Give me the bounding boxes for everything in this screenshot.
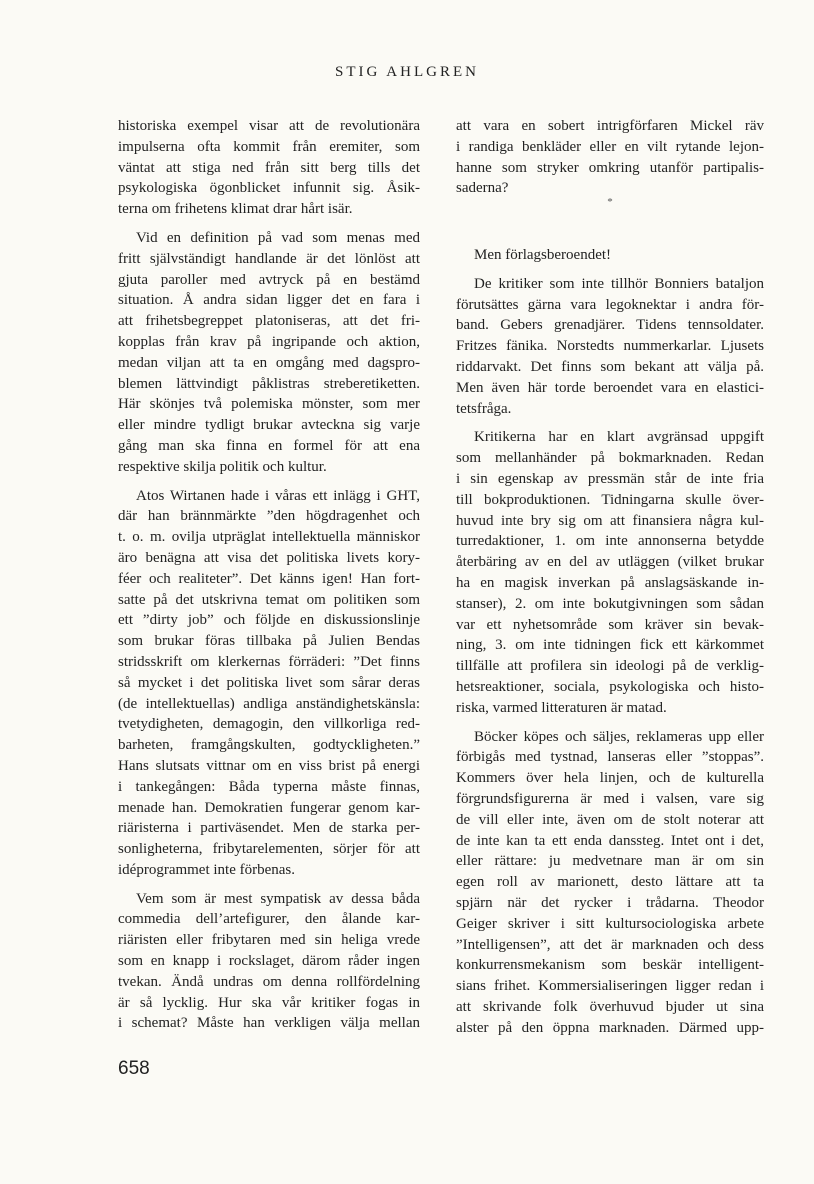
text-line: förgrundsfigurerna är med i valsen, vare sig — [456, 790, 764, 807]
right-column — [456, 245, 764, 1046]
text-line: sians frihet. Kommersialiseringen ligger redan i — [456, 978, 764, 995]
text-line: impulserna ofta kommit från eremiter, som — [118, 138, 420, 155]
page-number: 658 — [118, 1058, 150, 1079]
text-line: blemen lättvindigt påklistras streberetiketten. — [118, 375, 420, 392]
paragraph — [456, 116, 764, 199]
text-line: konkurrensmekanism som beskär intelligent- — [456, 957, 764, 974]
text-line: eller mindre tydligt brukar avteckna sig varje — [118, 417, 420, 434]
paragraph — [456, 427, 764, 718]
text-line: till bokproduktionen. Tidningarna skulle över- — [456, 491, 764, 508]
text-line: alster på den öppna marknaden. Därmed upp- — [456, 1019, 764, 1036]
text-line: stridsskrift om klerkernas förräderi: ”Det finns — [118, 653, 420, 670]
text-line: så mycket i det politiska livet som sårar deras — [118, 674, 420, 691]
text-line: huvud inte bry sig om att finansiera några kul- — [456, 512, 764, 529]
section-separator-asterisk: * — [607, 196, 613, 208]
text-line: tetsfråga. — [456, 400, 512, 417]
text-line: riäristerna i partiväsendet. Men de starka per- — [118, 820, 420, 837]
text-line: menade han. Demokratien fungerar genom kar- — [118, 799, 420, 816]
text-line: t. o. m. ovilja utpräglat intellektuella människor — [118, 529, 420, 546]
text-line: att vara en sobert intrigförfaren Mickel räv — [456, 118, 764, 134]
text-line: ett ”dirty job” och följde en diskussionslinje — [118, 612, 420, 629]
text-line: Men även här torde beroendet vara en elastici- — [456, 379, 764, 396]
text-line: i tankegången: Båda typerna måste finnas, — [118, 778, 420, 795]
text-line: riddarvakt. Det finns som bekant att välja på. — [456, 358, 764, 375]
text-line: de inte kan ta ett enda danssteg. Intet ont i det, — [456, 832, 764, 849]
text-line: Men förlagsberoendet! — [474, 247, 612, 263]
text-line: psykologiska ögonblicket infunnit sig. Åsik- — [118, 180, 420, 197]
text-line: Kritikerna har en klart avgränsad uppgift — [474, 429, 764, 446]
text-line: som brukar föras tillbaka på Julien Bendas — [118, 633, 420, 650]
right-column-top — [456, 116, 764, 207]
paragraph — [118, 116, 420, 220]
text-line: Vem som är mest sympatisk av dessa båda — [136, 890, 420, 907]
text-line: turredaktioner, 1. om inte annonserna betydde — [456, 533, 764, 550]
text-line: var ett nyhetsområde som kräver sin bevak- — [456, 616, 764, 633]
text-line: återbäring av en del av utläggen (vilket brukar — [456, 554, 764, 571]
text-line: idéprogrammet inte förbenas. — [118, 861, 296, 878]
text-line: Atos Wirtanen hade i våras ett inlägg i GHT, — [136, 487, 420, 504]
text-line: hetsreaktioner, sociala, psykologiska och histo- — [456, 678, 764, 695]
text-line: riäristen eller fribytaren med sin heliga vrede — [118, 932, 420, 949]
text-line: ”Intelligensen”, att det är marknaden och dess — [456, 936, 764, 953]
text-line: Vid en definition på vad som menas med — [136, 229, 420, 246]
text-line: sonligheterna, fribytarelementen, sörjer för att — [118, 841, 420, 858]
text-line: egen roll av marionett, desto lättare att ta — [456, 874, 764, 891]
text-line: i schemat? Måste han verkligen välja mellan — [118, 1015, 420, 1032]
text-line: situation. Å andra sidan ligger det en fara i — [118, 292, 420, 309]
text-line: stanser), 2. om inte bokutgivningen som sådan — [456, 595, 764, 612]
text-line: Här skönjes två polemiska mönster, som mer — [118, 396, 420, 413]
paragraph — [456, 274, 764, 420]
text-line: gång man ska finna en formel för att ena — [118, 437, 420, 454]
text-line: Böcker köpes och säljes, reklameras upp eller — [474, 728, 764, 745]
text-line: kopplas från krav på ingripande och aktion, — [118, 333, 420, 350]
paragraph — [118, 486, 420, 881]
text-line: commedia dell’artefigurer, den ålande kar- — [118, 911, 420, 928]
text-line: Geiger skriver i sitt kultursociologiska arbete — [456, 915, 764, 932]
text-line: de vill eller inte, även om de stolt noterar att — [456, 811, 764, 828]
text-line: spjärn när det rycker i trådarna. Theodor — [456, 894, 764, 911]
text-line: i randiga benkläder eller en vilt rytande lejon- — [456, 138, 764, 155]
text-line: medan viljan att ta en omgång med dagspro- — [118, 354, 420, 371]
text-line: som mellanhänder på bokmarknaden. Redan — [456, 450, 764, 467]
text-line: väntat att stiga ned från sitt berg tills det — [118, 159, 420, 176]
text-line: (de intellektuellas) andliga anständighetskänsla: — [118, 695, 420, 712]
text-line: som en knapp i rockslaget, därom råder ingen — [118, 953, 420, 970]
text-line: ning, 3. om inte tidningen fick ett kärkommet — [456, 637, 764, 654]
left-column — [118, 116, 420, 1042]
text-line: äro benägna att visa det politiska livets kory- — [118, 549, 420, 566]
text-line: förbigås med tystnad, lanseras eller ”stoppas”. — [456, 749, 764, 766]
text-line: att skrivande folk överhuvud bjuder ut sina — [456, 998, 764, 1015]
text-line: gjuta paroller med avtryck på en bestämd — [118, 271, 420, 288]
text-line: De kritiker som inte tillhör Bonniers bataljon — [474, 275, 764, 292]
text-line: i sin egenskap av pressmän står de inte fria — [456, 470, 764, 487]
text-line: är så lycklig. Hur ska vår kritiker fogas in — [118, 994, 420, 1011]
text-line: féer och realiteter”. Det känns igen! Han fort- — [118, 570, 420, 587]
text-line: barheten, framgångskulten, godtyckligheten.” — [118, 737, 420, 754]
running-header: STIG AHLGREN — [335, 64, 479, 80]
text-line: band. Gebers grenadjärer. Tidens tennsoldater. — [456, 317, 764, 334]
text-line: Hans slutsats vittnar om en viss brist på energi — [118, 757, 420, 774]
text-line: tvekan. Ändå undras om denna rollfördelning — [118, 973, 420, 990]
text-line: ha en magisk inverkan på anslagsäskande in- — [456, 574, 764, 591]
text-line: satte på det utskrivna temat om politiken som — [118, 591, 420, 608]
text-line: tillfälle att profilera sin ideologi på de verklig- — [456, 658, 764, 675]
text-line: eller rättare: ju medvetnare man är om sin — [456, 853, 764, 870]
paragraph — [456, 727, 764, 1039]
paragraph — [118, 228, 420, 478]
paragraph — [118, 889, 420, 1035]
text-line: förutsättes gärna vara legoknektar i andra för- — [456, 296, 764, 313]
text-line: saderna? — [456, 180, 509, 197]
text-line: Kommers över hela linjen, och de kulturella — [456, 770, 764, 787]
text-line: Fritzes fänika. Norstedts nummerkarlar. Ljusets — [456, 338, 764, 355]
text-line: tvetydigheten, demagogin, den villkorliga red- — [118, 716, 420, 733]
text-line: terna om frihetens klimat drar hårt isär. — [118, 201, 353, 218]
paragraph — [456, 245, 764, 266]
text-line: fritt självständigt handlande är det lönlöst att — [118, 250, 420, 267]
text-line: att frihetsbegreppet platoniseras, att det fri- — [118, 313, 420, 330]
text-line: riska, varmed litteraturen är matad. — [456, 699, 667, 716]
text-line: historiska exempel visar att de revolutionära — [118, 118, 420, 134]
text-line: respektive skilja politik och kultur. — [118, 458, 327, 475]
text-line: hanne som stryker omkring utanför partipalis- — [456, 159, 764, 176]
text-line: där han brännmärkte ”den högdragenhet och — [118, 508, 420, 525]
